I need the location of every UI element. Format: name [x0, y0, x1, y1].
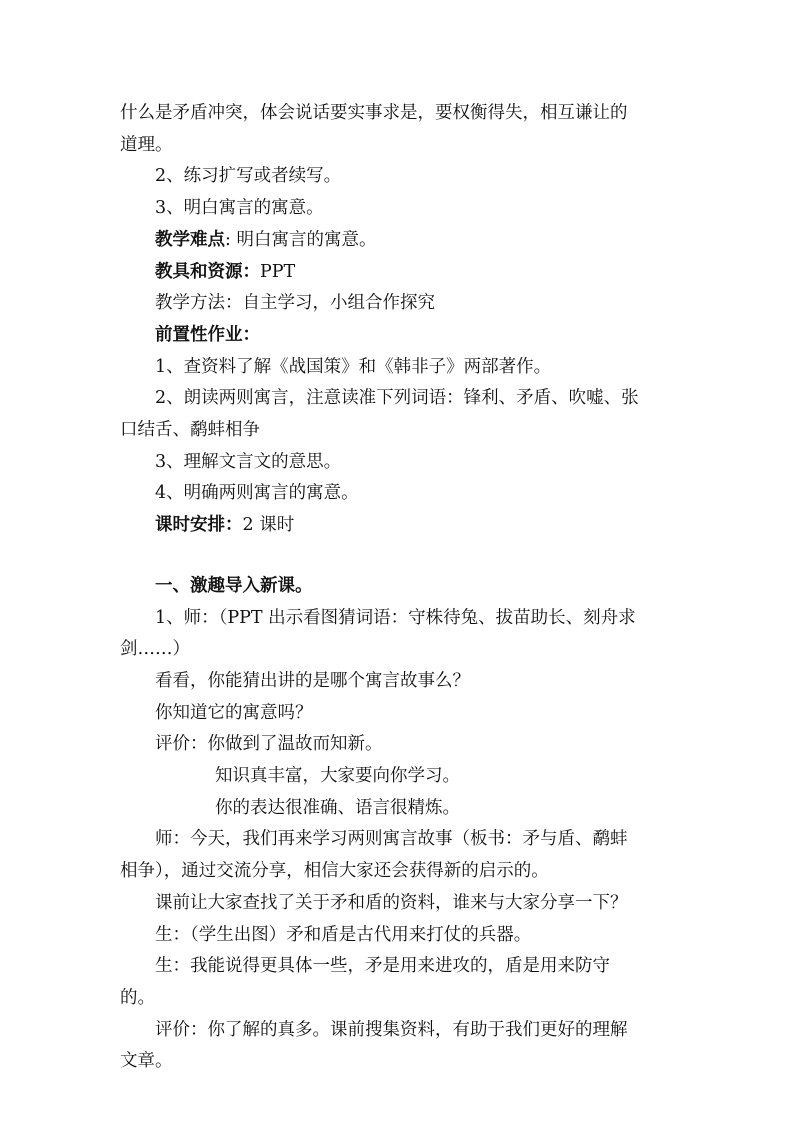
heading-label: 教具和资源：: [155, 261, 260, 282]
paragraph-line: 课前让大家查找了关于矛和盾的资料，谁来与大家分享一下？: [155, 892, 628, 913]
paragraph-line: 知识真丰富，大家要向你学习。: [215, 766, 460, 787]
paragraph-line: 你知道它的寓意吗？: [155, 702, 313, 723]
paragraph-line: 剑……）: [120, 639, 190, 660]
paragraph-line: 生：我能说得更具体一些，矛是用来进攻的，盾是用来防守: [155, 956, 610, 977]
paragraph-line: 评价：你做到了温故而知新。: [155, 734, 383, 755]
list-item: 2、练习扩写或者续写。: [155, 166, 342, 187]
list-item: 4、明确两则寓言的寓意。: [155, 483, 359, 504]
paragraph-line: 的。: [120, 987, 155, 1008]
list-item: 1、查资料了解《战国策》和《韩非子》两部著作。: [155, 356, 552, 377]
paragraph-line: 你的表达很准确、语言很精炼。: [215, 797, 460, 818]
paragraph-line: 什么是矛盾冲突，体会说话要实事求是，要权衡得失，相互谦让的: [120, 103, 628, 123]
teaching-resources: 教具和资源：PPT: [155, 261, 296, 282]
paragraph-line: 文章。: [120, 1051, 173, 1072]
paragraph-line: 相争），通过交流分享，相信大家还会获得新的启示的。: [120, 861, 549, 882]
paragraph-line: 师：今天，我们再来学习两则寓言故事（板书：矛与盾、鹬蚌: [155, 829, 628, 850]
heading-label: 教学难点: [155, 229, 225, 250]
paragraph-line: 看看，你能猜出讲的是哪个寓言故事么？: [155, 670, 470, 691]
paragraph-line: 道理。: [120, 134, 173, 155]
blank-line: [120, 542, 680, 571]
preview-homework-heading: [120, 320, 680, 352]
heading-label: 课时安排：: [155, 515, 243, 536]
list-item: 2、朗读两则寓言，注意读准下列词语：锋利、矛盾、吹嘘、张: [155, 388, 639, 409]
list-item: 3、理解文言文的意思。: [155, 451, 342, 472]
list-item: 3、明白寓言的寓意。: [155, 198, 324, 219]
lesson-plan-text: [120, 98, 680, 1078]
heading-label: 前置性作业：: [155, 324, 260, 345]
heading-label: 一、激趣导入新课。: [155, 575, 313, 596]
teaching-difficulty: 教学难点: 明白寓言的寓意。: [155, 229, 377, 250]
paragraph-line: 口结舌、鹬蚌相争: [120, 420, 260, 441]
schedule: 课时安排：2 课时: [155, 515, 295, 536]
paragraph-line: 评价：你了解的真多。课前搜集资料，有助于我们更好的理解: [155, 1019, 628, 1040]
section-heading: [120, 571, 680, 603]
paragraph-line: 1、师：（PPT 出示看图猜词语：守株待兔、拔苗助长、刻舟求: [155, 607, 636, 628]
paragraph-line: 生：（学生出图）矛和盾是古代用来打仗的兵器。: [155, 924, 532, 945]
teaching-method: 教学方法：自主学习，小组合作探究: [155, 293, 435, 314]
